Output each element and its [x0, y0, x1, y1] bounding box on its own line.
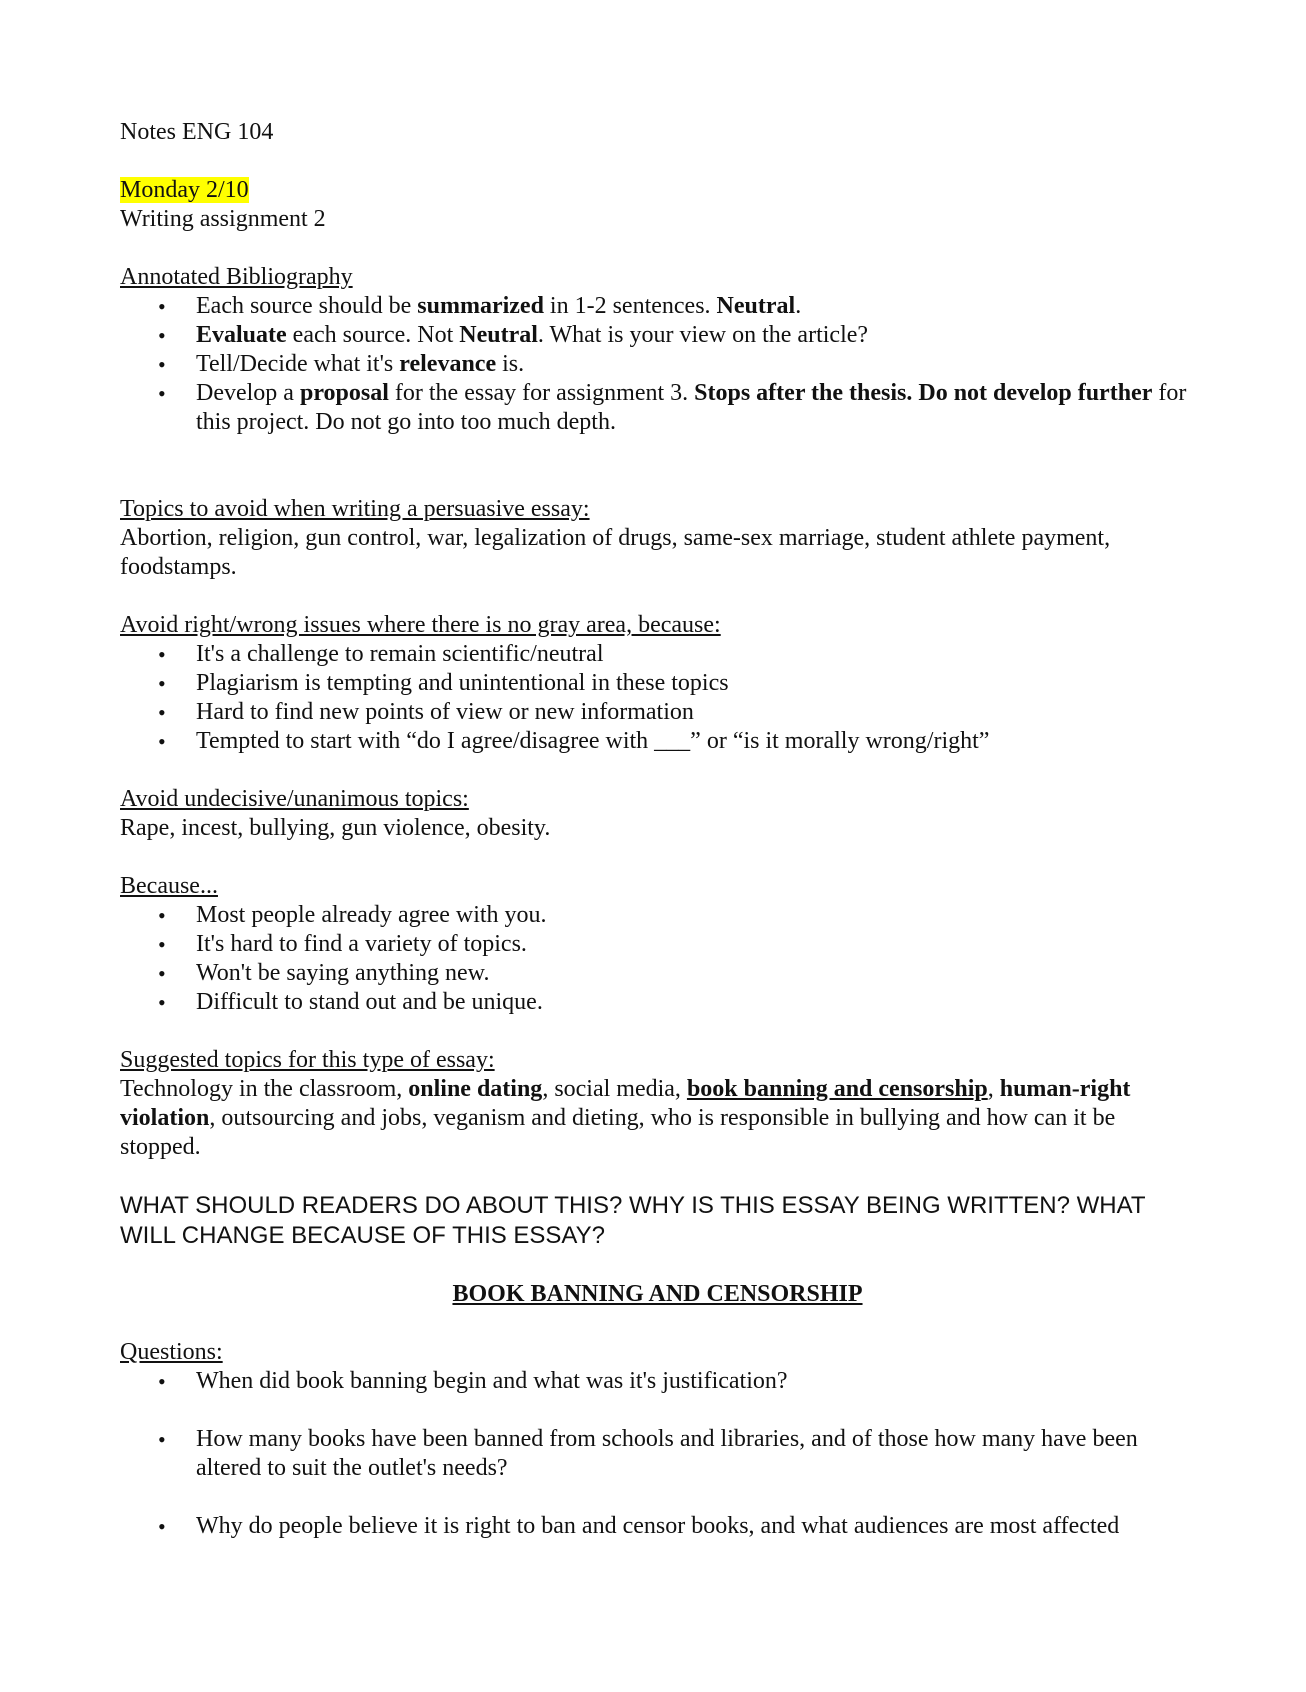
right-wrong-heading: Avoid right/wrong issues where there is no gray area, because: — [120, 612, 721, 638]
text: Each source should be — [196, 293, 418, 319]
questions-list — [120, 1367, 1195, 1541]
date-highlight: Monday 2/10 — [120, 177, 249, 203]
list-item: • Plagiarism is tempting and unintentional in these topics — [196, 669, 1195, 698]
list-item: • Most people already agree with you. — [196, 901, 1195, 930]
list-item — [196, 350, 1195, 379]
text: in 1-2 sentences. — [543, 293, 717, 319]
spacer — [120, 756, 1195, 785]
spacer — [120, 582, 1195, 611]
bold-text: human-right violation — [120, 1076, 1131, 1131]
list-item: • It's a challenge to remain scientific/neutral — [196, 640, 1195, 669]
annotated-bib-list — [120, 292, 1195, 437]
bold-text: summarized — [417, 293, 544, 319]
suggested-heading: Suggested topics for this type of essay: — [120, 1047, 495, 1073]
right-wrong-list — [120, 640, 1195, 756]
list-item — [196, 292, 1195, 321]
bold-text: online dating — [408, 1076, 543, 1102]
text: . — [795, 293, 802, 319]
list-item: • Hard to find new points of view or new information — [196, 698, 1195, 727]
caps-questions: WHAT SHOULD READERS DO ABOUT THIS? WHY IS THIS ESSAY BEING WRITTEN? WHAT WILL CHANGE BECAUSE OF THIS ESSAY? — [120, 1192, 1146, 1249]
list-item: • How many books have been banned from schools and libraries, and of those how many have been altered to suit the outlet's needs? — [196, 1425, 1195, 1483]
text: Technology in the classroom, — [120, 1076, 409, 1102]
bold-text: proposal — [299, 380, 389, 406]
list-item — [196, 321, 1195, 350]
list-item: • Won't be saying anything new. — [196, 959, 1195, 988]
spacer — [120, 1162, 1195, 1191]
text: for this project. Do not go into too much depth. — [196, 380, 1187, 435]
annotated-bib-heading: Annotated Bibliography — [120, 264, 353, 290]
bold-text: Stops after the thesis. Do not develop further — [694, 380, 1153, 406]
list-item: • Difficult to stand out and be unique. — [196, 988, 1195, 1017]
bold-text: Neutral — [459, 322, 538, 348]
text: for the essay for assignment 3. — [388, 380, 695, 406]
document-page — [120, 118, 1195, 1541]
text: is. — [496, 351, 525, 377]
list-item: • Why do people believe it is right to ban and censor books, and what audiences are most affected — [196, 1512, 1195, 1541]
avoid-topics-heading: Topics to avoid when writing a persuasive essay: — [120, 496, 590, 522]
doc-title: Notes ENG 104 — [120, 119, 274, 145]
text: , outsourcing and jobs, veganism and dieting, who is responsible in bullying and how can it be stopped. — [120, 1105, 1116, 1160]
spacer — [120, 1251, 1195, 1280]
list-item — [196, 379, 1195, 437]
avoid-topics-text: Abortion, religion, gun control, war, legalization of drugs, same-sex marriage, student athlete payment, foodstamps. — [120, 525, 1111, 580]
spacer — [120, 1309, 1195, 1338]
suggested-text — [120, 1075, 1195, 1162]
text: , social media, — [542, 1076, 687, 1102]
spacer — [120, 147, 1195, 176]
date-line — [120, 176, 1195, 205]
assignment-line: Writing assignment 2 — [120, 206, 326, 232]
list-item: • When did book banning begin and what was it's justification? — [196, 1367, 1195, 1396]
spacer — [120, 843, 1195, 872]
list-item: • Tempted to start with “do I agree/disagree with ___” or “is it morally wrong/right” — [196, 727, 1195, 756]
bold-underlined-text: book banning and censorship — [686, 1076, 988, 1102]
bold-text: Evaluate — [196, 322, 287, 348]
because-list — [120, 901, 1195, 1017]
spacer — [120, 1017, 1195, 1046]
text: each source. Not — [286, 322, 460, 348]
questions-heading: Questions: — [120, 1339, 223, 1365]
text: , — [987, 1076, 1000, 1102]
undecisive-text: Rape, incest, bullying, gun violence, obesity. — [120, 815, 551, 841]
list-item: • It's hard to find a variety of topics. — [196, 930, 1195, 959]
bold-text: relevance — [399, 351, 497, 377]
text: Develop a — [196, 380, 300, 406]
text: . What is your view on the article? — [537, 322, 869, 348]
section-title: BOOK BANNING AND CENSORSHIP — [452, 1281, 863, 1307]
bold-text: Neutral — [716, 293, 796, 319]
spacer — [120, 437, 1195, 495]
text: Tell/Decide what it's — [196, 351, 400, 377]
undecisive-heading: Avoid undecisive/unanimous topics: — [120, 786, 469, 812]
because-heading: Because... — [120, 873, 218, 899]
spacer — [120, 234, 1195, 263]
